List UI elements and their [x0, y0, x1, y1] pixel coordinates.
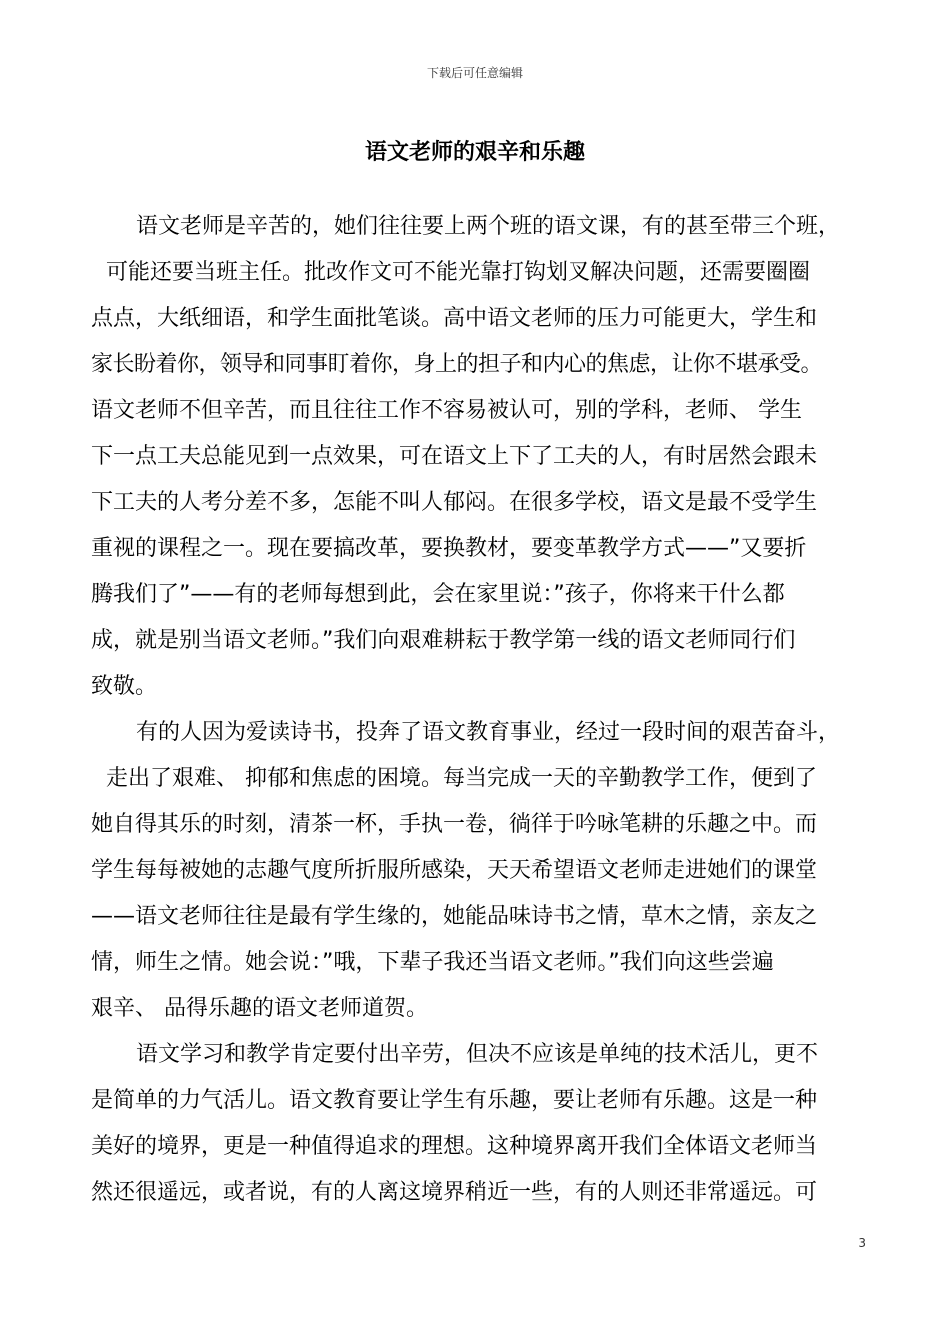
- body-line: 有的人因为爱读诗书，投奔了语文教育事业，经过一段时间的艰苦奋斗，: [136, 720, 841, 745]
- body-line: 语文学习和教学肯定要付出辛劳，但决不应该是单纯的技术活儿，更不: [136, 1042, 819, 1067]
- body-line: 走出了艰难、 抑郁和焦虑的困境。每当完成一天的辛勤教学工作，便到了: [106, 766, 817, 791]
- body-line: 下工夫的人考分差不多，怎能不叫人郁闷。在很多学校，语文是最不受学生: [91, 490, 818, 515]
- body-line: 致敬。: [91, 674, 158, 699]
- body-line: 成，就是别当语文老师。”我们向艰难耕耘于教学第一线的语文老师同行们: [91, 628, 796, 653]
- body-line: 家长盼着你，领导和同事盯着你，身上的担子和内心的焦虑，让你不堪承受。: [91, 352, 823, 377]
- page-header-note: 下载后可任意编辑: [426, 66, 523, 80]
- document-body: [91, 204, 871, 1216]
- body-line: 艰辛、 品得乐趣的语文老师道贺。: [91, 996, 428, 1021]
- body-line: 然还很遥远，或者说，有的人离这境界稍近一些，有的人则还非常遥远。可: [91, 1180, 818, 1205]
- body-line: 美好的境界，更是一种值得追求的理想。这种境界离开我们全体语文老师当: [91, 1134, 818, 1159]
- body-line: ——语文老师往往是最有学生缘的，她能品味诗书之情，草木之情，亲友之: [91, 904, 818, 929]
- body-line: 情，师生之情。她会说：”哦，下辈子我还当语文老师。”我们向这些尝遍: [91, 950, 774, 975]
- body-line: 学生每每被她的志趣气度所折服所感染，天天希望语文老师走进她们的课堂: [91, 858, 818, 883]
- body-line: 重视的课程之一。现在要搞改革，要换教材，要变革教学方式——”又要折: [91, 536, 807, 561]
- body-line: 腾我们了”——有的老师每想到此，会在家里说：”孩子，你将来干什么都: [91, 582, 785, 607]
- body-line: 下一点工夫总能见到一点效果，可在语文上下了工夫的人，有时居然会跟未: [91, 444, 818, 469]
- body-line: 语文老师是辛苦的，她们往往要上两个班的语文课，有的甚至带三个班，: [136, 214, 841, 239]
- page-number: 3: [858, 1236, 866, 1250]
- body-line: 点点，大纸细语，和学生面批笔谈。高中语文老师的压力可能更大，学生和: [91, 306, 818, 331]
- document-title: 语文老师的艰辛和乐趣: [364, 140, 585, 165]
- body-line: 语文老师不但辛苦，而且往往工作不容易被认可，别的学科，老师、 学生: [91, 398, 802, 423]
- body-line: 她自得其乐的时刻，清茶一杯，手执一卷，徜徉于吟咏笔耕的乐趣之中。而: [91, 812, 818, 837]
- body-line: 是简单的力气活儿。语文教育要让学生有乐趣，要让老师有乐趣。这是一种: [91, 1088, 818, 1113]
- body-line: 可能还要当班主任。批改作文可不能光靠打钩划叉解决问题，还需要圈圈: [106, 260, 811, 285]
